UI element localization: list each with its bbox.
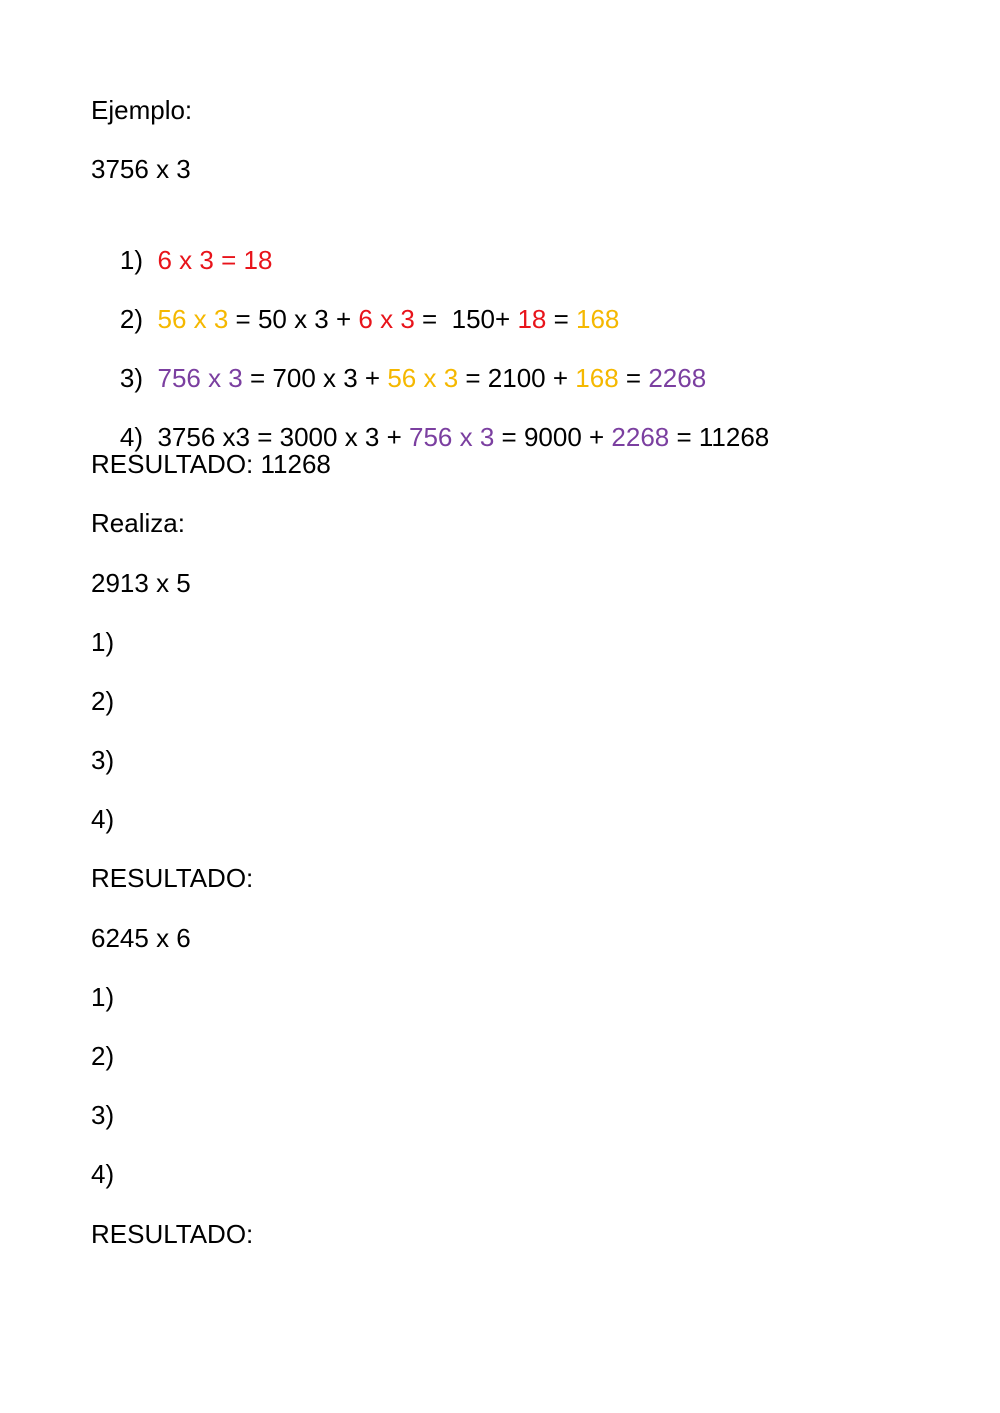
example-problem: 3756 x 3 xyxy=(91,154,191,184)
exercise-1-step-3: 3) xyxy=(91,745,115,775)
step-segment: 756 x 3 xyxy=(409,422,495,452)
step-segment: 2) xyxy=(119,304,158,334)
exercise-2-problem: 6245 x 6 xyxy=(91,923,191,953)
exercise-2-step-4: 4) xyxy=(91,1159,115,1189)
step-segment: 2268 xyxy=(611,422,670,452)
step-segment: = 2100 + xyxy=(458,363,576,393)
step-segment: 4) 3756 x3 = 3000 x 3 + xyxy=(119,422,410,452)
example-result: RESULTADO: 11268 xyxy=(91,449,331,479)
step-segment: 168 xyxy=(576,304,620,334)
exercise-heading: Realiza: xyxy=(91,508,185,538)
step-segment: = 700 x 3 + xyxy=(242,363,388,393)
step-segment: = 11268 xyxy=(669,422,770,452)
exercise-1-step-4: 4) xyxy=(91,804,115,834)
step-segment: 18 xyxy=(517,304,547,334)
exercise-1-step-2: 2) xyxy=(91,686,115,716)
step-segment: 6 x 3 = 18 xyxy=(157,245,273,275)
step-segment: 3) xyxy=(119,363,158,393)
step-segment: 168 xyxy=(575,363,619,393)
step-segment: 6 x 3 xyxy=(358,304,415,334)
exercise-2-step-1: 1) xyxy=(91,982,115,1012)
step-segment: 2268 xyxy=(648,363,707,393)
step-segment: = xyxy=(618,363,649,393)
exercise-1-result: RESULTADO: xyxy=(91,863,254,893)
step-segment: = 50 x 3 + xyxy=(228,304,359,334)
step-segment: 756 x 3 xyxy=(157,363,243,393)
exercise-1-problem: 2913 x 5 xyxy=(91,568,191,598)
example-heading: Ejemplo: xyxy=(91,95,193,125)
step-segment: 56 x 3 xyxy=(157,304,229,334)
step-segment: = 9000 + xyxy=(494,422,612,452)
step-segment: 1) xyxy=(119,245,158,275)
step-segment: = 150+ xyxy=(414,304,518,334)
exercise-1-step-1: 1) xyxy=(91,627,115,657)
exercise-2-result: RESULTADO: xyxy=(91,1219,254,1249)
step-segment: = xyxy=(546,304,576,334)
exercise-2-step-2: 2) xyxy=(91,1041,115,1071)
step-segment: 56 x 3 xyxy=(387,363,459,393)
exercise-2-step-3: 3) xyxy=(91,1100,115,1130)
